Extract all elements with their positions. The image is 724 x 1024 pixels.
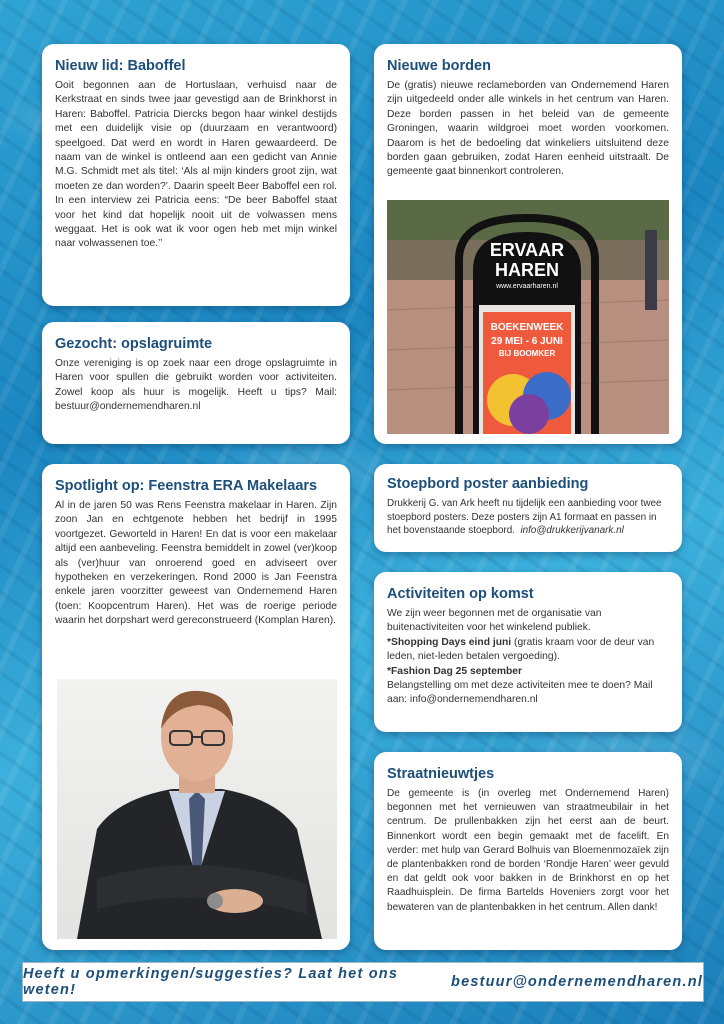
card-intro: We zijn weer begonnen met de organisatie van buitenactiviteiten voor het winkelend publiek. [387, 608, 602, 634]
portrait-photo [57, 679, 337, 939]
card-item-2 [387, 665, 669, 679]
sign-line1: ERVAAR [489, 240, 565, 260]
footer-email[interactable]: bestuur@ondernemendharen.nl [451, 974, 703, 990]
card-title: Gezocht: opslagruimte [55, 336, 213, 352]
card-title: Nieuw lid: Baboffel [55, 58, 186, 74]
card-body: Ooit begonnen aan de Hortuslaan, verhuisd naar de Kerkstraat en sinds twee jaar gevestigd aan de Brinkhorst in Haren: Baboffel. Patricia Diercks begon haar winkel destijds met een duidelijk visie op (duurzaam en verantwoord) speelgoed. Dat werd en wordt in Haren gewaardeerd. De naam van de winkel is ontleend aan een gedicht van Annie M.G. Schmidt met als titel: ‘Als al mijn kinders groot zijn, wat moeten ze dan worden?’. Daarin speelt Beer Baboffel een rol. In een interview zei Patricia eens: “De beer Baboffel staat voor het kind dat hopelijk nooit uit de volwassen mens weggaat. Het is ook wat ik voor ogen heb met mijn winkel naar volwassenen toe.’’ [55, 80, 337, 250]
card-body: Onze vereniging is op zoek naar een droge opslagruimte in Haren voor spullen die gebruikt worden voor activiteiten. Zowel koop als huur is mogelijk. Heeft u tips? Mail: bestuur@ondernemendharen.nl [55, 358, 337, 413]
item-1-title: *Shopping Days eind juni [387, 636, 512, 648]
poster-line1: BOEKENWEEK [490, 322, 564, 333]
card-title: Activiteiten op komst [387, 586, 534, 602]
card-opslagruimte [42, 322, 350, 444]
card-title: Straatnieuwtjes [387, 766, 495, 782]
email-link[interactable]: info@drukkerijvanark.nl [520, 525, 624, 537]
card-outro: Belangstelling om met deze activiteiten mee te doen? Mail aan: info@ondernemendharen.nl [387, 680, 653, 706]
sign-photo [387, 200, 669, 434]
sign-line2: HAREN [494, 260, 560, 280]
card-title: Spotlight op: Feenstra ERA Makelaars [55, 478, 318, 494]
card-body: De gemeente is (in overleg met Ondernemend Haren) begonnen met het vernieuwen van straatmeubilair in het centrum. De prullenbakken zijn het eerst aan de beurt. Binnenkort wordt een begin gemaakt met de facelift. En verder: met hulp van Gerard Bolhuis van Bloemenmozaïek zijn de plantenbakken rond de borden ‘Rondje Haren’ weer gevuld en dat geldt ook voor bakken in de Brinkhorst en op het Raadhuisplein. De firma Bartelds Hoveniers zorgt voor het bewateren van de plantenbakken in het centrum. Allen dank! [387, 788, 669, 913]
card-body-text: Drukkerij G. van Ark heeft nu tijdelijk een aanbieding voor twee stoepbord posters. Deze posters zijn A1 formaat en passen in het bovenstaande stoepbord. [387, 498, 662, 537]
poster-line2: 29 MEI - 6 JUNI [491, 336, 563, 347]
card-straatnieuwtjes [374, 752, 682, 950]
sign-url: www.ervaarharen.nl [496, 283, 558, 290]
card-activiteiten [374, 572, 682, 732]
card-baboffel [42, 44, 350, 306]
card-title: Stoepbord poster aanbieding [387, 476, 589, 492]
item-1-text: (gratis kraam voor de deur van leden, niet-leden betalen vergoeding). [387, 636, 655, 663]
item-2-title: *Fashion Dag 25 september [387, 665, 523, 677]
poster-line3: BIJ BOOMKER [498, 349, 556, 358]
card-body [387, 497, 669, 538]
card-stoepbord [374, 464, 682, 552]
card-body: De (gratis) nieuwe reclameborden van Ondernemend Haren zijn uitgedeeld onder alle winkels in het centrum van Haren. Deze borden passen in het beleid van de gemeente Groningen, waarin wildgroei moet worden voorkomen. Daarom is het de bedoeling dat winkeliers uitsluitend deze borden gaan gebruiken, zodat Haren eenheid uitstraalt. De gemeente gaat binnenkort controleren. [387, 80, 669, 178]
card-body: Al in de jaren 50 was Rens Feenstra makelaar in Haren. Zijn zoon Jan en echtgenote hebben het bedrijf in 1995 voortgezet. Geworteld in Haren! En dat is voor een makelaar altijd een aanbeveling. Feenstra bemiddelt in zowel (ver)koop als (ver)huur van onroerend goed en adviseert over hypotheken en verzekeringen. Rond 2000 is Jan Feenstra enkele jaren voorzitter geweest van Ondernemend Haren (toen: Koopcentrum Haren). Het was de roerige periode waarin het dorpshart werd gereconstrueerd (Komplan Haren). [55, 500, 337, 627]
card-title: Nieuwe borden [387, 58, 491, 74]
footer-banner [22, 962, 704, 1002]
footer-text: Heeft u opmerkingen/suggesties? Laat het ons weten! [23, 966, 399, 998]
card-item-1 [387, 636, 669, 665]
